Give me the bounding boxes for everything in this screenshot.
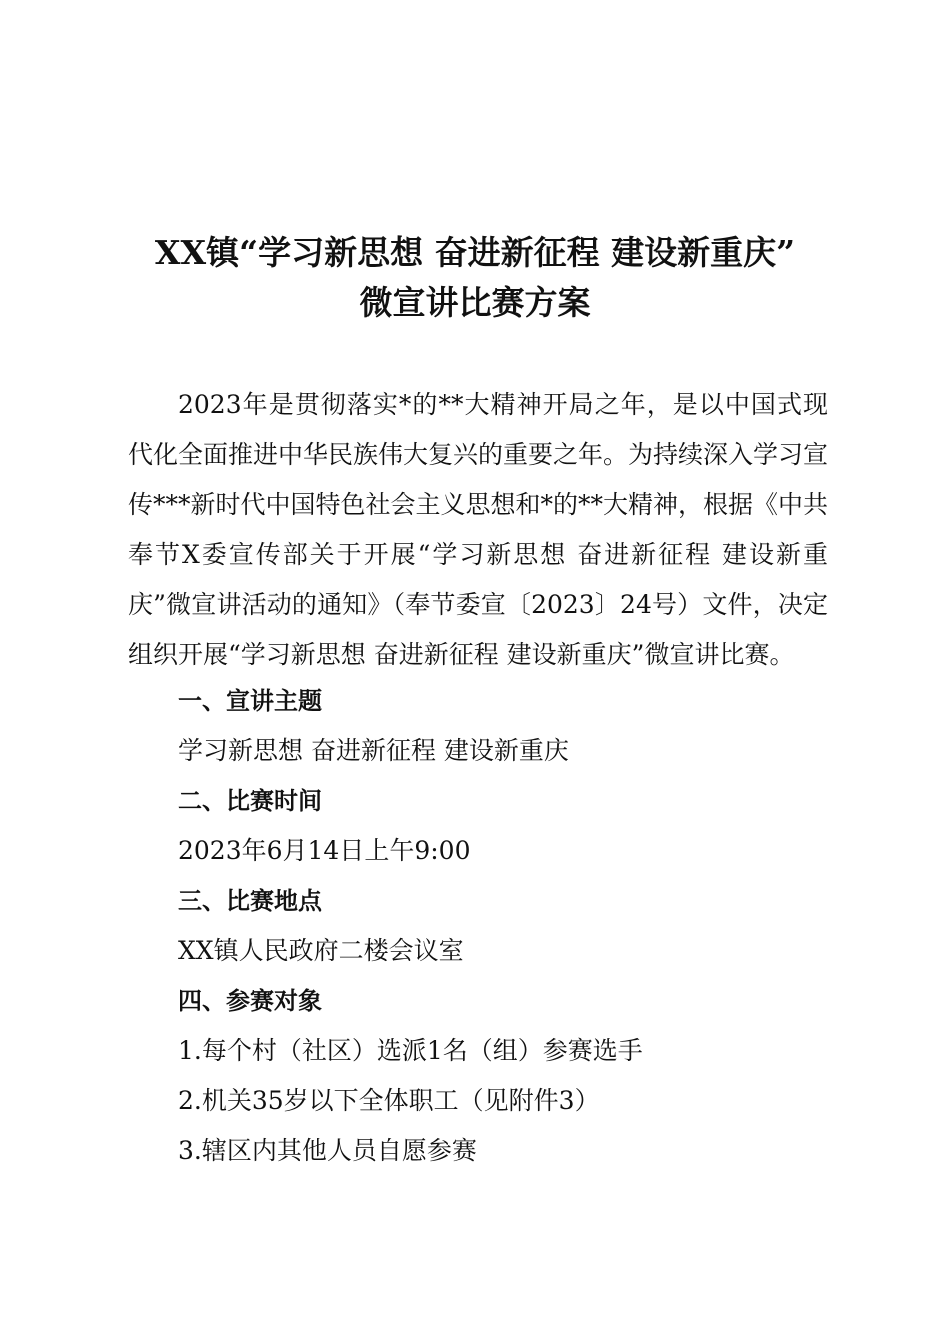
section-text-time: 2023年6月14日上午9:00 <box>178 836 471 865</box>
section-heading-location: 三、比赛地点 <box>178 887 322 915</box>
document-title-line-2: 微宣讲比赛方案 <box>359 283 591 322</box>
intro-paragraph: 2023年是贯彻落实*的**大精神开局之年，是以中国式现代化全面推进中华民族伟大复兴的重要之年。为持续深入学习宣传***新时代中国特色社会主义思想和*的**大精神，根据《中共奉节X委宣传部关于开展“学习新思想 奋进新征程 建设新重庆”微宣讲活动的通知》（奉节委宣〔2023〕24号）文件，决定组织开展“学习新思想 奋进新征程 建设新重庆”微宣讲比赛。 <box>128 390 829 669</box>
participant-item-1: 1.每个村（社区）选派1名（组）参赛选手 <box>178 1036 643 1065</box>
participant-item-2: 2.机关35岁以下全体职工（见附件3） <box>178 1086 600 1115</box>
section-heading-theme: 一、宣讲主题 <box>178 687 322 715</box>
section-text-theme: 学习新思想 奋进新征程 建设新重庆 <box>178 736 569 765</box>
section-heading-participants: 四、参赛对象 <box>178 987 322 1015</box>
document-title-line-1: XX镇“学习新思想 奋进新征程 建设新重庆” <box>154 233 796 272</box>
section-heading-time: 二、比赛时间 <box>178 787 322 815</box>
section-text-location: XX镇人民政府二楼会议室 <box>178 936 464 965</box>
participant-item-3: 3.辖区内其他人员自愿参赛 <box>178 1136 477 1165</box>
